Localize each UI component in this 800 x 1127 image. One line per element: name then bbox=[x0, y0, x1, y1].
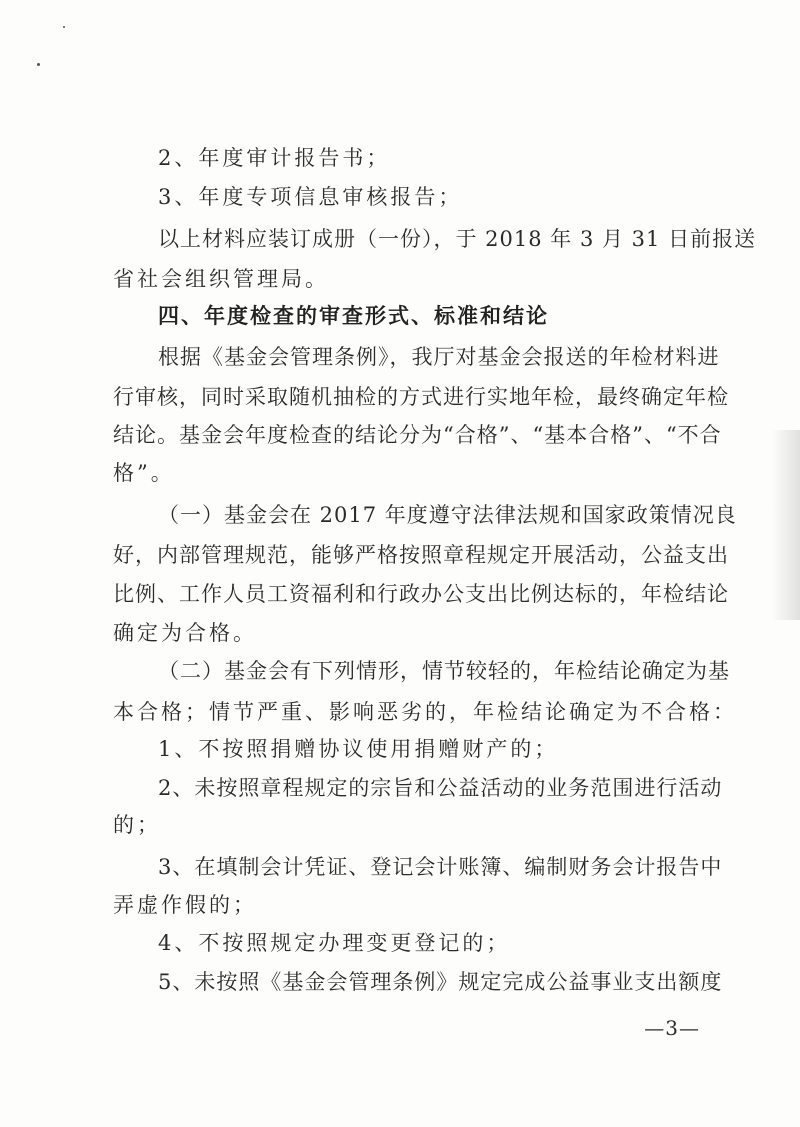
list-item-3-line-1: 3、在填制会计凭证、登记会计账簿、编制财务会计报告中 bbox=[158, 855, 723, 879]
clause-1-line-4: 确定为合格。 bbox=[113, 621, 257, 645]
list-item-4: 4、不按照规定办理变更登记的； bbox=[158, 931, 511, 955]
paragraph-review-line-4: 格”。 bbox=[113, 461, 175, 485]
paragraph-review-line-1: 根据《基金会管理条例》，我厅对基金会报送的年检材料进 bbox=[158, 345, 720, 369]
page-number: —3— bbox=[644, 1016, 700, 1040]
clause-1-line-2: 好，内部管理规范，能够严格按照章程规定开展活动，公益支出 bbox=[113, 543, 729, 567]
scan-speck bbox=[37, 63, 40, 66]
list-item-2-line-1: 2、未按照章程规定的宗旨和公益活动的业务范围进行活动 bbox=[158, 776, 723, 800]
clause-2-line-1: （二）基金会有下列情形，情节较轻的，年检结论确定为基 bbox=[158, 659, 730, 683]
clause-1-line-1: （一）基金会在 2017 年度遵守法律法规和国家政策情况良 bbox=[158, 503, 737, 527]
scan-speck bbox=[63, 26, 65, 28]
list-item-annual-audit-report: 2、年度审计报告书； bbox=[158, 146, 391, 170]
paragraph-review-line-3: 结论。基金会年度检查的结论分为“合格”、“基本合格”、“不合 bbox=[113, 423, 722, 447]
clause-2-line-2: 本合格；情节严重、影响恶劣的，年检结论确定为不合格： bbox=[113, 700, 737, 724]
list-item-3-line-2: 弄虚作假的； bbox=[113, 893, 257, 917]
list-item-2-line-2: 的； bbox=[113, 813, 161, 837]
clause-1-line-3: 比例、工作人员工资福利和行政办公支出比例达标的，年检结论 bbox=[113, 582, 729, 606]
paragraph-review-line-2: 行审核，同时采取随机抽检的方式进行实地年检，最终确定年检 bbox=[113, 385, 729, 409]
section-heading-4: 四、年度检查的审查形式、标准和结论 bbox=[158, 304, 549, 328]
list-item-special-info-audit-report: 3、年度专项信息审核报告； bbox=[158, 185, 463, 209]
paragraph-submission-line-2: 省社会组织管理局。 bbox=[113, 267, 329, 291]
paragraph-submission-line-1: 以上材料应装订成册（一份），于 2018 年 3 月 31 日前报送 bbox=[158, 227, 757, 251]
scan-edge-shadow bbox=[772, 430, 800, 620]
list-item-5-line-1: 5、未按照《基金会管理条例》规定完成公益事业支出额度 bbox=[158, 970, 723, 994]
list-item-1: 1、不按照捐赠协议使用捐赠财产的； bbox=[158, 737, 559, 761]
